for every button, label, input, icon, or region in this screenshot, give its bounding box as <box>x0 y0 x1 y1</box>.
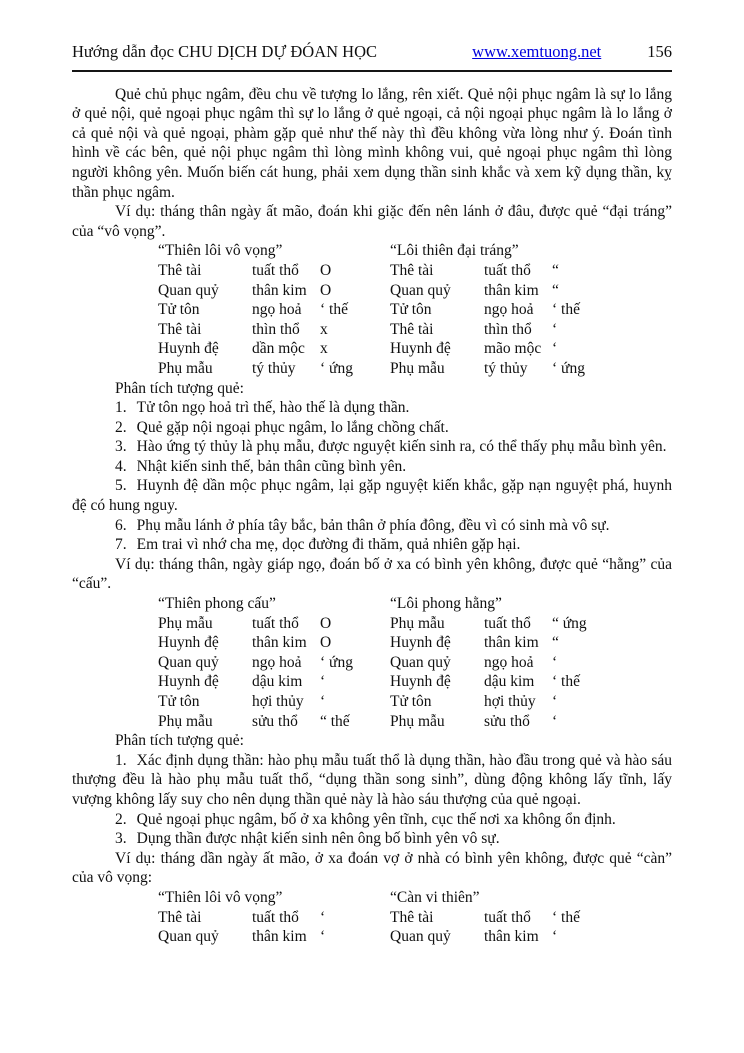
hexagram-column-right <box>390 594 622 731</box>
item-text: Huynh đệ dần mộc phục ngâm, lại gặp nguyệt kiến khắc, gặp nạn nguyệt phá, huynh đệ có hung nguy. <box>72 477 672 515</box>
branch-element: tý thủy <box>252 359 296 377</box>
website-link[interactable]: www.xemtuong.net <box>472 42 602 61</box>
hexagram-row <box>390 281 622 301</box>
hexagram-title: “Thiên lôi vô vọng” <box>158 242 283 260</box>
relative-name: Huynh đệ <box>158 673 219 691</box>
branch-element: tuất thổ <box>484 908 531 926</box>
item-text: Phụ mẫu lánh ở phía tây bắc, bản thân ở phía đông, đều vì có sinh mà vô sự. <box>136 516 610 534</box>
branch-element: ngọ hoả <box>252 301 302 319</box>
item-text: Xác định dụng thần: hào phụ mẫu tuất thổ là dụng thần, hào đầu trong quẻ và hào sáu thượng đều là hào phụ mẫu tuất thổ, “dụng thần song sinh”, dùng động không lấy tĩnh, lấy vượng không lấy suy cho nên dụng thần quẻ này là hào sáu thượng của quẻ ngoại. <box>72 751 672 808</box>
line-mark: ‘ thế <box>552 673 580 691</box>
relative-name: Quan quỷ <box>390 928 451 946</box>
branch-element: thân kim <box>484 281 539 299</box>
line-mark: ‘ thế <box>552 908 580 926</box>
relative-name: Quan quỷ <box>158 928 219 946</box>
hexagram-row <box>158 300 390 320</box>
hexagram-row <box>390 614 622 634</box>
analysis-item <box>72 751 672 810</box>
analysis-item <box>72 437 672 457</box>
line-mark: ‘ thế <box>552 301 580 319</box>
line-mark: ‘ ứng <box>320 653 353 671</box>
relative-name: Thê tài <box>390 908 434 926</box>
hexagram-column-right <box>390 241 622 378</box>
analysis-item <box>72 398 672 418</box>
header-divider <box>72 70 672 72</box>
branch-element: thìn thổ <box>484 320 532 338</box>
relative-name: Tử tôn <box>158 693 200 710</box>
hexagram-row <box>390 339 622 359</box>
analysis1-list <box>72 398 672 555</box>
hexagram-column-left <box>158 888 390 947</box>
branch-element: sửu thổ <box>484 712 530 730</box>
hexagram-pair-3 <box>158 888 672 947</box>
hexagram-row <box>390 261 622 281</box>
hexagram-row <box>158 633 390 653</box>
line-mark: ‘ <box>552 712 558 730</box>
hexagram-row <box>158 712 390 732</box>
relative-name: Huynh đệ <box>390 634 451 652</box>
analysis2-list <box>72 751 672 849</box>
hexagram-row <box>390 672 622 692</box>
hexagram-title: “Lôi thiên đại tráng” <box>390 242 519 260</box>
item-number: 4. <box>115 457 127 475</box>
branch-element: tuất thổ <box>252 614 299 632</box>
analysis2-heading: Phân tích tượng quẻ: <box>115 732 244 750</box>
item-number: 5. <box>115 477 127 495</box>
analysis1-heading: Phân tích tượng quẻ: <box>115 379 244 397</box>
item-number: 1. <box>115 751 127 769</box>
relative-name: Phụ mẫu <box>390 614 445 632</box>
line-mark: ‘ <box>320 673 326 691</box>
analysis-item <box>72 535 672 555</box>
line-mark: ‘ thế <box>320 301 348 319</box>
example2-paragraph: Ví dụ: tháng thân, ngày giáp ngọ, đoán bố ở xa có bình yên không, được quẻ “hằng” của “cấu”. <box>72 555 672 593</box>
branch-element: thân kim <box>484 928 539 946</box>
item-text: Em trai vì nhớ cha mẹ, dọc đường đi thăm, quả nhiên gặp hại. <box>136 536 521 554</box>
branch-element: thân kim <box>252 634 307 652</box>
branch-element: tuất thổ <box>484 261 531 279</box>
line-mark: O <box>320 281 332 299</box>
relative-name: Phụ mẫu <box>158 614 213 632</box>
line-mark: O <box>320 261 332 279</box>
example1-paragraph: Ví dụ: tháng thân ngày ất mão, đoán khi giặc đến nên lánh ở đâu, được quẻ “đại tráng” của “vô vọng”. <box>72 203 672 240</box>
item-text: Quẻ ngoại phục ngâm, bố ở xa không yên tĩnh, cục thế nơi xa không ổn định. <box>136 810 616 828</box>
item-text: Tử tôn ngọ hoả trì thế, hào thế là dụng thần. <box>136 399 410 417</box>
hexagram-row <box>158 261 390 281</box>
hexagram-column-left <box>158 594 390 731</box>
hexagram-row <box>390 653 622 673</box>
hexagram-title: “Lôi phong hằng” <box>390 595 502 613</box>
hexagram-row <box>390 908 622 928</box>
relative-name: Phụ mẫu <box>390 712 445 730</box>
item-text: Hào ứng tý thủy là phụ mẫu, được nguyệt kiến sinh ra, có thể thấy phụ mẫu bình yên. <box>136 438 667 456</box>
item-number: 2. <box>115 418 127 436</box>
relative-name: Phụ mẫu <box>390 359 445 377</box>
line-mark: “ <box>552 281 559 299</box>
item-number: 6. <box>115 516 127 534</box>
branch-element: hợi thủy <box>252 693 304 710</box>
line-mark: ‘ ứng <box>320 359 353 377</box>
line-mark: ‘ <box>320 693 326 710</box>
branch-element: tuất thổ <box>252 261 299 279</box>
item-number: 1. <box>115 399 127 417</box>
hexagram-row <box>158 927 390 947</box>
intro-paragraph: Quẻ chủ phục ngâm, đều chu về tượng lo lắng, rên xiết. Quẻ nội phục ngâm là sự lo lắng ở quẻ nội, quẻ ngoại phục ngâm thì sự lo lắng ở quẻ ngoại, cả nội ngoại phục ngâm là lo lắng ở cả quẻ nội và quẻ ngoại, phàm gặp quẻ như thế này thì đều không vừa lòng như ý. Đoán tình hình về các bên, quẻ nội phục ngâm thì lòng mình không vui, quẻ ngoại phục ngâm thì lòng người không yên. Muốn biến cát hung, phải xem dụng thần sinh khắc và xem kỹ dụng thần, kỵ thần phục ngâm. <box>72 85 672 201</box>
hexagram-pair-2 <box>158 594 672 731</box>
header-title: Hướng dẫn đọc CHU DỊCH DỰ ĐÓAN HỌC <box>72 42 377 61</box>
hexagram-row <box>158 359 390 379</box>
relative-name: Tử tôn <box>390 301 432 319</box>
hexagram-row <box>390 692 622 712</box>
analysis-item <box>72 418 672 438</box>
relative-name: Thê tài <box>158 320 202 338</box>
line-mark: ‘ <box>552 928 558 946</box>
analysis-item <box>72 516 672 536</box>
hexagram-row <box>390 712 622 732</box>
hexagram-row <box>390 633 622 653</box>
branch-element: dậu kim <box>484 673 535 691</box>
hexagram-title: “Thiên lôi vô vọng” <box>158 888 283 906</box>
relative-name: Thê tài <box>390 320 434 338</box>
hexagram-row <box>158 653 390 673</box>
analysis-item <box>72 810 672 830</box>
branch-element: thân kim <box>484 634 539 652</box>
relative-name: Quan quỷ <box>390 653 451 671</box>
header-right <box>472 42 672 62</box>
item-number: 3. <box>115 830 127 848</box>
branch-element: ngọ hoả <box>484 301 534 319</box>
branch-element: thân kim <box>252 281 307 299</box>
hexagram-row <box>158 614 390 634</box>
relative-name: Huynh đệ <box>158 634 219 652</box>
hexagram-title: “Càn vi thiên” <box>390 888 480 906</box>
analysis-item <box>72 476 672 515</box>
analysis-item <box>72 829 672 849</box>
line-mark: “ <box>552 261 559 279</box>
hexagram-row <box>390 320 622 340</box>
branch-element: thân kim <box>252 928 307 946</box>
page-number: 156 <box>647 42 672 61</box>
branch-element: tuất thổ <box>252 908 299 926</box>
branch-element: dậu kim <box>252 673 303 691</box>
line-mark: O <box>320 634 332 652</box>
relative-name: Phụ mẫu <box>158 712 213 730</box>
relative-name: Quan quỷ <box>158 281 219 299</box>
item-text: Dụng thần được nhật kiến sinh nên ông bố bình yên vô sự. <box>136 830 500 848</box>
hexagram-row <box>158 320 390 340</box>
hexagram-row <box>158 908 390 928</box>
hexagram-row <box>390 359 622 379</box>
line-mark: “ <box>552 634 559 652</box>
relative-name: Huynh đệ <box>390 673 451 691</box>
branch-element: sửu thổ <box>252 712 298 730</box>
line-mark: x <box>320 340 328 358</box>
hexagram-row <box>390 927 622 947</box>
hexagram-row <box>158 281 390 301</box>
relative-name: Tử tôn <box>390 693 432 710</box>
item-number: 3. <box>115 438 127 456</box>
hexagram-row <box>158 692 390 712</box>
relative-name: Thê tài <box>390 261 434 279</box>
relative-name: Huynh đệ <box>158 340 219 358</box>
branch-element: dần mộc <box>252 340 305 358</box>
line-mark: “ thế <box>320 712 350 730</box>
page-header <box>72 42 672 62</box>
hexagram-pair-1 <box>158 241 672 378</box>
line-mark: ‘ <box>552 340 558 358</box>
branch-element: ngọ hoả <box>484 653 534 671</box>
item-number: 2. <box>115 810 127 828</box>
item-text: Nhật kiến sinh thế, bản thân cũng bình yên. <box>136 457 407 475</box>
line-mark: ‘ ứng <box>552 359 585 377</box>
relative-name: Quan quỷ <box>390 281 451 299</box>
branch-element: thìn thổ <box>252 320 300 338</box>
line-mark: ‘ <box>552 693 558 710</box>
hexagram-title: “Thiên phong cấu” <box>158 595 276 613</box>
analysis-item <box>72 457 672 477</box>
relative-name: Phụ mẫu <box>158 359 213 377</box>
line-mark: “ ứng <box>552 614 587 632</box>
relative-name: Huynh đệ <box>390 340 451 358</box>
hexagram-column-right <box>390 888 622 947</box>
item-number: 7. <box>115 536 127 554</box>
relative-name: Thê tài <box>158 908 202 926</box>
hexagram-row <box>158 672 390 692</box>
relative-name: Quan quỷ <box>158 653 219 671</box>
branch-element: tuất thổ <box>484 614 531 632</box>
relative-name: Thê tài <box>158 261 202 279</box>
line-mark: O <box>320 614 332 632</box>
branch-element: tý thủy <box>484 359 528 377</box>
line-mark: ‘ <box>552 653 558 671</box>
hexagram-row <box>158 339 390 359</box>
example3-paragraph: Ví dụ: tháng dần ngày ất mão, ở xa đoán vợ ở nhà có bình yên không, được quẻ “càn” của vô vọng: <box>72 849 672 887</box>
branch-element: mão mộc <box>484 340 542 358</box>
hexagram-column-left <box>158 241 390 378</box>
line-mark: x <box>320 320 328 338</box>
line-mark: ‘ <box>552 320 558 338</box>
branch-element: ngọ hoả <box>252 653 302 671</box>
hexagram-row <box>390 300 622 320</box>
line-mark: ‘ <box>320 908 326 926</box>
branch-element: hợi thủy <box>484 693 536 710</box>
relative-name: Tử tôn <box>158 301 200 319</box>
line-mark: ‘ <box>320 928 326 946</box>
item-text: Quẻ gặp nội ngoại phục ngâm, lo lắng chồng chất. <box>136 418 449 436</box>
